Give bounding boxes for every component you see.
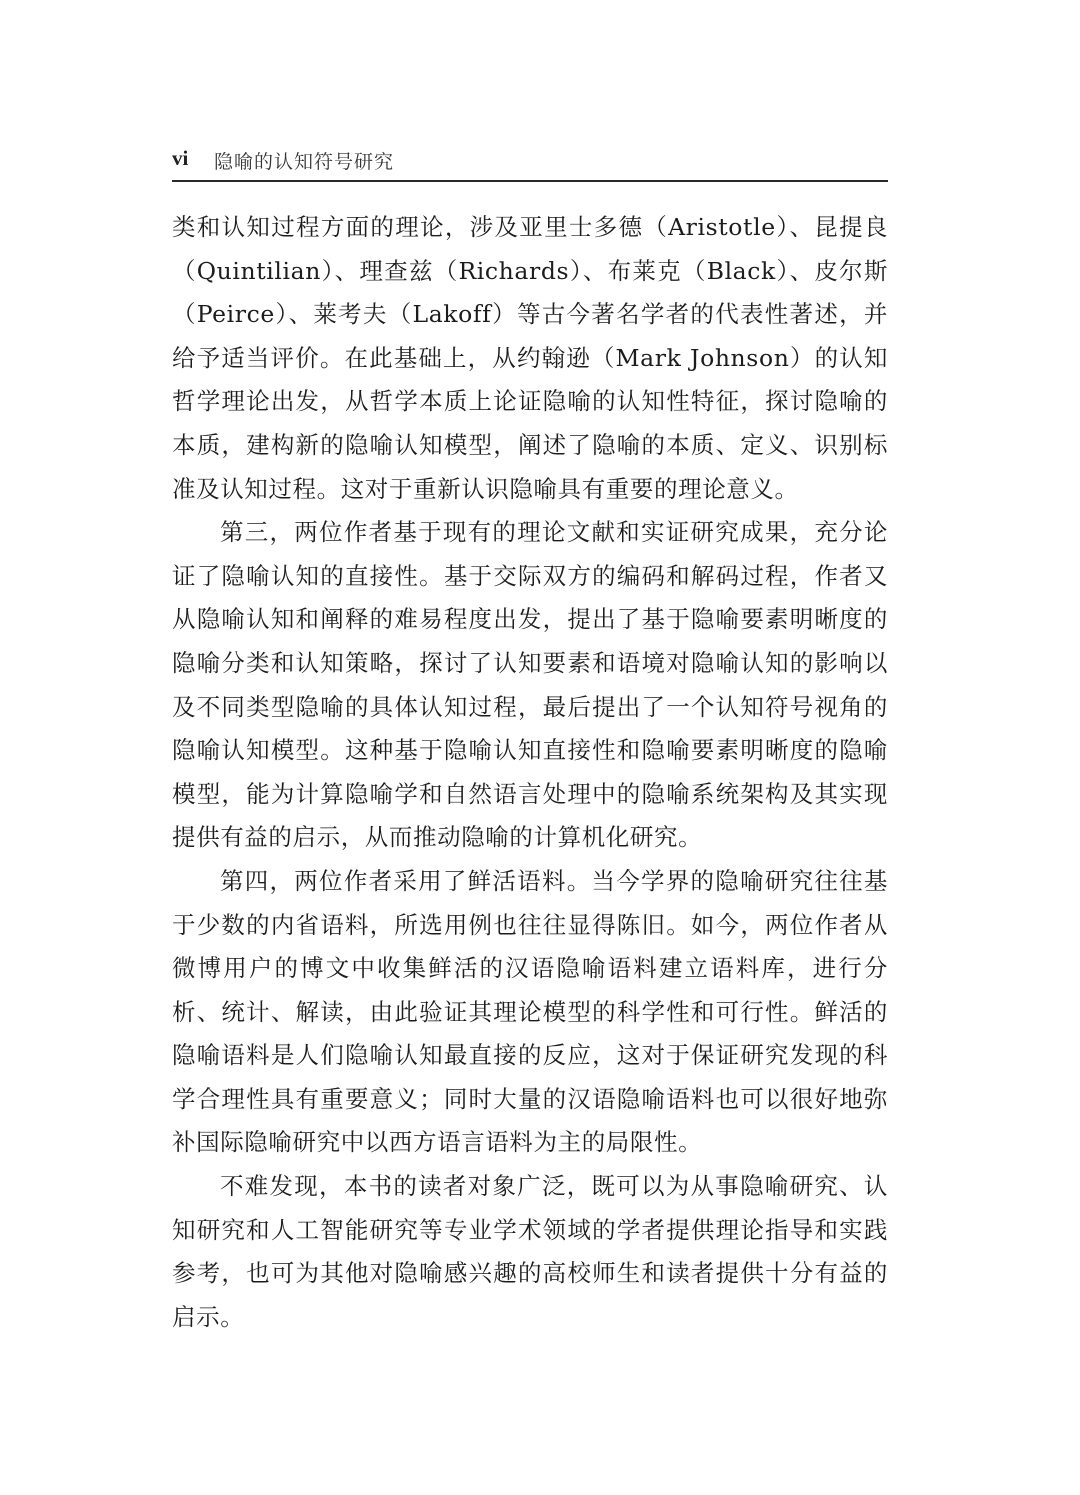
running-header xyxy=(172,140,888,182)
paragraph-fourth-point: 第四，两位作者采用了鲜活语料。当今学界的隐喻研究往往基于少数的内省语料，所选用例也往往显得陈旧。如今，两位作者从微博用户的博文中收集鲜活的汉语隐喻语料建立语料库，进行分析、统计、解读，由此验证其理论模型的科学性和可行性。鲜活的隐喻语料是人们隐喻认知最直接的反应，这对于保证研究发现的科学合理性具有重要意义；同时大量的汉语隐喻语料也可以很好地弥补国际隐喻研究中以西方语言语料为主的局限性。 xyxy=(172,866,888,1157)
running-title: 隐喻的认知符号研究 xyxy=(214,151,395,173)
paragraph-continued: 类和认知过程方面的理论，涉及亚里士多德（Aristotle）、昆提良（Quintilian）、理查兹（Richards）、布莱克（Black）、皮尔斯（Peirce）、莱考夫（Lakoff）等古今著名学者的代表性著述，并给予适当评价。在此基础上，从约翰逊（Mark Johnson）的认知哲学理论出发，从哲学本质上论证隐喻的认知性特征，探讨隐喻的本质，建构新的隐喻认知模型，阐述了隐喻的本质、定义、识别标准及认知过程。这对于重新认识隐喻具有重要的理论意义。 xyxy=(172,213,888,503)
paragraph-conclusion: 不难发现，本书的读者对象广泛，既可以为从事隐喻研究、认知研究和人工智能研究等专业学术领域的学者提供理论指导和实践参考，也可为其他对隐喻感兴趣的高校师生和读者提供十分有益的启示。 xyxy=(172,1172,888,1331)
paragraph-third-point: 第三，两位作者基于现有的理论文献和实证研究成果，充分论证了隐喻认知的直接性。基于交际双方的编码和解码过程，作者又从隐喻认知和阐释的难易程度出发，提出了基于隐喻要素明晰度的隐喻分类和认知策略，探讨了认知要素和语境对隐喻认知的影响以及不同类型隐喻的具体认知过程，最后提出了一个认知符号视角的隐喻认知模型。这种基于隐喻认知直接性和隐喻要素明晰度的隐喻模型，能为计算隐喻学和自然语言处理中的隐喻系统架构及其实现提供有益的启示，从而推动隐喻的计算机化研究。 xyxy=(172,518,888,852)
body-text xyxy=(172,206,888,1339)
page-number: vi xyxy=(172,146,189,170)
